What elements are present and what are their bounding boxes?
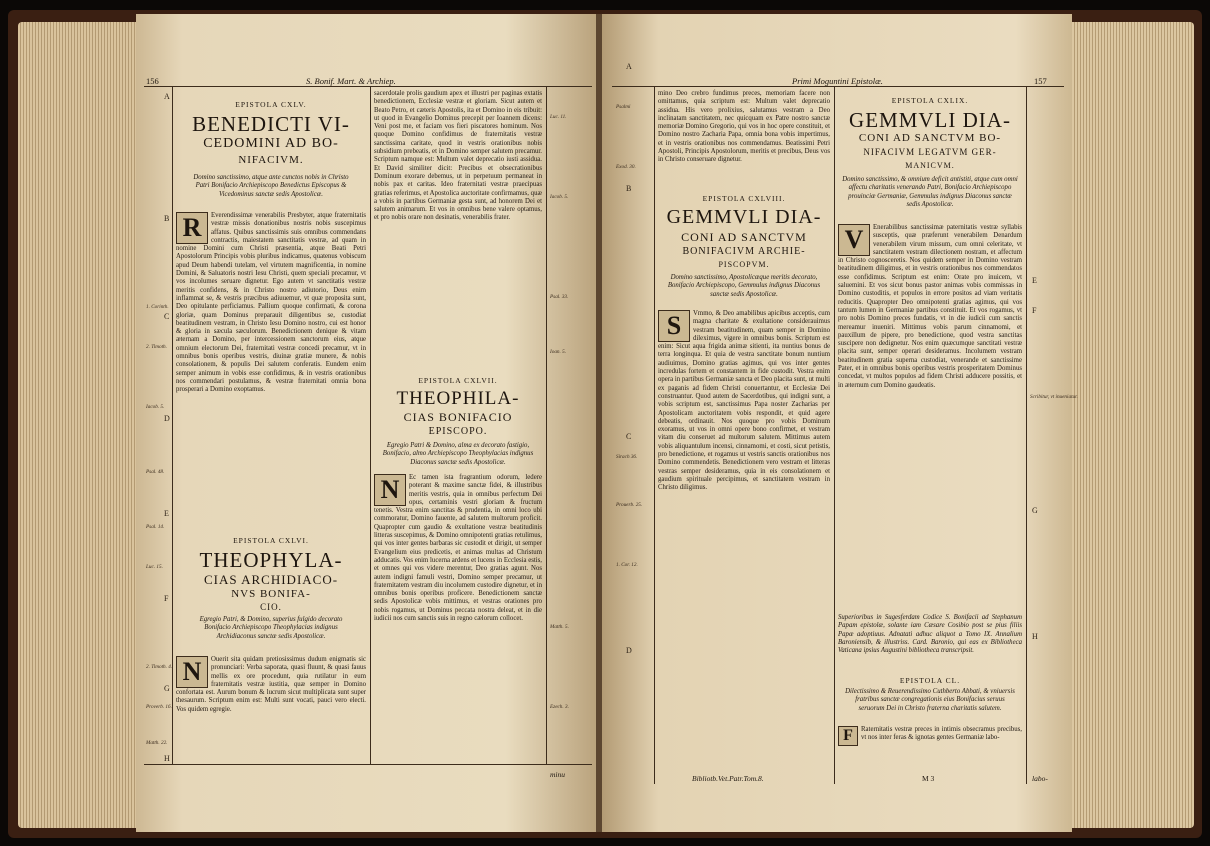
margin-letter-a: A — [626, 62, 632, 71]
margin-note: Ezech. 3. — [550, 704, 569, 710]
editorial-note: Superioribus in Sugesferdam Codice S. Bonifacii ad Stephanum Papam epistolæ, solante iam Cæsare Cosibio post se pius filiis Papæ adoptiuus. Adnatati adhuc aliquot a Tomo IX. Annalium Baroniensib, & illustriss. Card. Baronio, qui eas ex Bibliotheca Vaticana ipsius Augustini bibliotheca transcripsit. — [838, 614, 1022, 655]
epistle-heading: EPISTOLA CXLVI. — [233, 536, 309, 545]
drop-cap: N — [374, 474, 406, 506]
margin-letter-d: D — [626, 646, 632, 655]
signature-mark: M 3 — [922, 774, 935, 783]
epistle-title-line: BENEDICTI VI- — [192, 112, 350, 136]
epistle-title-line: EPISCOPO. — [428, 426, 488, 437]
right-page — [602, 14, 1078, 832]
column-rule — [370, 86, 371, 764]
margin-note: Psalmi — [616, 104, 631, 110]
margin-note: Psal. 33. — [550, 294, 569, 300]
margin-note: Iacob. 5. — [146, 404, 165, 410]
epistle-dedication: Domino sanctissimo, Apostolicæque meritis decorato, Bonifacio Archiepiscopo, Gemmulus indignus Diaconus sanctæ sedis Apostolicæ. — [667, 274, 821, 298]
margin-note: Iacob. 5. — [550, 194, 569, 200]
epistle-dedication: Dilectissimo & Reuerendissimo Cuthberto Abbati, & vniuersis fratribus sanctæ congregationis eius Bonifacius seruus seruorum Dei in Christo fraterna charitatis salutem. — [845, 688, 1015, 712]
header-rule — [612, 86, 1064, 87]
epistle-title-line: CIAS BONIFACIO — [403, 410, 513, 424]
margin-letter-g: G — [164, 684, 170, 693]
margin-letter-e: E — [1032, 276, 1037, 285]
margin-note: Sirach 36. — [616, 454, 638, 460]
epistle-body: V Enerabilibus sanctissimæ paternitatis vestræ syllabis susceptis, quæ præferunt venerabilem Denardum venerabilem virum missum, cum omni celeritate, vt sanctitatem vestram dilectionem nostram, et affectum in Christo cognosceretis. Nos quidem semper in Domino vestram beatitudinem diligimus, et in vestris orationibus nos commendatos esse confidimus. Scriptum est enim: Orate pro inuicem, vt saluemini. Et vos sicut bonus pastor animas vobis commissas in Domino custoditis, et populos in errore positos ad viam veritatis reducitis. Quapropter Deo omnipotenti gratias agimus, qui vos tantum lumen in Germaniæ partibus constituit. Et vos rogamus, vt pro nobis Domino preces fundatis, vt in die iudicii cum sanctis mereamur inueniri. Mittimus vobis parum cinnamomi, et pauxillum de pipere, pro benedictione, quod vestra sanctitas suscipere non dedignetur. Nos enim quæcumque sanctitati vestræ placita sunt, semper operari desideramus. Incolumem vestram beatitudinem gratia superna custodiat, venerande et sanctissime Pater, et in omnibus bonis operibus vestris prosperitatem Dominus concedat, vt multos populos ad fidem Christi adducere possitis, et in æternum cum Domino gaudeatis. — [838, 224, 1022, 389]
right-page-edges — [1072, 22, 1194, 828]
epistle-title-line: THEOPHYLA- — [199, 548, 343, 572]
left-page-edges — [18, 22, 136, 828]
epistle-body: F Raternitatis vestræ preces in intimis obsecramus precibus, vt nos inter feras & ignotas gentes Germaniæ labo- — [838, 726, 1022, 768]
margin-letter-c: C — [164, 312, 170, 321]
epistle-dedication: Egregio Patri & Domino, alma ex decorato fastigio, Bonifacio, almo Archiepiscopo Theophylacias indignus Diaconus sanctæ sedis Apostolicæ. — [382, 442, 534, 466]
margin-note: 2. Timoth. — [146, 344, 167, 350]
catchword: minu — [550, 770, 565, 779]
printer-signature-line: Bibliotb.Vet.Patr.Tom.8. — [692, 774, 764, 783]
epistle-body: mino Deo crebro fundimus preces, memoriam facere non omittamus, quia scriptum est: Multum valet deprecatio assidua. His vero prolixius, salutamus vestram a Deo inclinatam sanctitatem, nec quicquam ex Patre nostro sanctæ memoriæ Domino Gregorio, qui vos in hoc opere constituit, et Domino nostro Zacharia Papa, omnia bona vobis impertimus, et in vestris orationibus nos commendamus. Beatissimi Petri Apostoli, Principis Apostolorum, meritis et precibus, Deus vos in Christo conseruare dignetur. — [658, 90, 830, 164]
epistle-title-line: MANICVM. — [905, 161, 955, 170]
epistle-title-line: CEDOMINI AD BO- — [203, 136, 339, 151]
epistle-dedication: Domino sanctissimo, atque ante cunctos nobis in Christo Patri Bonifacio Archiepiscopo Benedictus Episcopus & Vicedominus sanctæ sedis Apostolicæ. — [193, 174, 349, 198]
margin-letter-b: B — [626, 184, 632, 193]
epistle-title-line: CONI AD SANCTVM — [681, 230, 807, 244]
margin-letter-b: B — [164, 214, 170, 223]
margin-note: 1. Cor. 12. — [616, 562, 638, 568]
epistle-heading: EPISTOLA CL. — [899, 676, 961, 685]
epistle-heading: EPISTOLA CXLVIII. — [702, 194, 786, 203]
header-rule — [144, 86, 592, 87]
margin-note: Luc. 15. — [146, 564, 163, 570]
drop-cap: R — [176, 212, 208, 244]
running-head: Primi Moguntini Epistolæ. — [792, 76, 883, 86]
epistle-body: R Everendissimæ venerabilis Presbyter, atque fraternitatis vestræ missis donationibus nostris nobis suscepimus affatus. Quibus sanctissimis suis omnibus commendans contractis, maiestatem sanctitatis vestræ, ad quam in nomine Domini cum Christi præsentia, atque Beati Petri Apostolorum Principis vobis pluribus indicamus, quatenus vobiscum apud Deum habendi tutelam, vel virtutem magnificentia, in nomine Domini, & Saluatoris nostri Iesu Christi, quem speciali precamur, vt vos incolumes seruare dignetur. Ego autem vt sanctitatis vestræ meritis confidens, & in Christo nostro adiutorio, Deus enim inflammat se, & vestris præcibus adiuuemur, vt quæ proposita sunt, Deo opitulante perficiamus. Pallium quoque confirmati, & corona gloriæ, quam Dominus preparauit diligentibus se, custodiat beatitudinem vestram, in Christo Iesu Domino nostro, cui est honor & gloria in sæcula sæculorum. Benedictionem denique & vitam æternam a Domino, per intercessionem sanctorum eius, atque omnium electorum Dei, fraternitati vestræ concedi precamur, vt in omnibus bonis operibus vestris, diuinæ gratiæ munere, & nobis consolationem, & populis Dei salutem conferatis. Eundem enim semper animum in vobis esse confidimus, & in vestris orationibus nos commendari postulamus, & vestræ fraternitati omnia bona prosperari a Domino exoptamus. — [176, 212, 366, 394]
margin-note: Proverb. 16. — [146, 704, 172, 710]
epistle-body: sacerdotale prolis gaudium apex et illustri per paginas extatis benedictionem, Ecclesiæ vestræ et gloriam. Sicut autem et Beato Petro, et cæteris Apostolis, ita et Domino in eis tribuit: ut quod in Evangelio Dominus precepit per Ioannem dicens: Veni post me, et faciam vos fieri piscatores hominum. Nos quoque Domino confidimus de fraternitatis vestræ sanctissima caritate, quod in vestris orationibus nobis subsidium prebeatis, et in Domino semper salutem precamur. Scriptum namque est: Multum valet deprecatio iusti assidua. Et David similiter dicit: Precibus et obsecrationibus Dominum exorare debemus, ut in perpetuum permaneat in nobis pax et caritas. Ideo fraternitati vestræ praecipuas gratias referimus, et Apostolica auctoritate confirmamus, quæ a vobis in partibus Germaniæ gesta sunt, ad honorem Dei et salutem animarum. Et vos in omnibus bene valere optamus, et pro nobis orare non desinatis, venerabilis frater. — [374, 90, 542, 222]
epistle-title-line: CONI AD SANCTVM BO- — [858, 132, 1002, 144]
margin-rule-left — [654, 86, 655, 784]
margin-letter-g: G — [1032, 506, 1038, 515]
margin-letter-a: A — [164, 92, 170, 101]
running-head: S. Bonif. Mart. & Archiep. — [306, 76, 396, 86]
epistle-title-line: THEOPHILA- — [396, 388, 520, 409]
epistle-title-line: GEMMVLI DIA- — [849, 108, 1011, 132]
margin-note: Matth. 5. — [550, 624, 569, 630]
epistle-title-line: NVS BONIFA- — [231, 588, 311, 600]
epistle-body: N Ec tamen ista fragrantium odorum, ledere poterant & maxime sanctæ fidei, & illustribus meritis vestris, quia in omnibus perfectum Dei opus, certaminis vestri gloriam & fructum tenetis. Vestra enim sanctitas & prudentia, in omni loco ubi commoratur, Domino fauente, ad salutem multorum proficit. Quapropter cum gaudio & exultatione vestræ beatitudinis litteras suscepimus, & Domino omnipotenti gratias retulimus, qui vos inter gentes barbaras sic custodit et dirigit, ut semper Evangelium eius predicetis, et animas multas ad Christum adducatis. Vos enim lucerna ardens et lucens in Ecclesia estis, et omnes qui vos videre merentur, Deo gratias agunt. Nos autem indigni famuli vestri, Domino semper precamur, ut fraternitatem vestram diu incolumem custodire dignetur, et in omnibus bonis operibus proficere. Benedictionem sanctæ sedis Apostolicæ vobis mittimus, et vestras orationes pro nobis rogamus, ut Dominus peccata nostra deleat, et in die iudicii nos cum sanctis suis in regno cælorum collocet. — [374, 474, 542, 623]
epistle-title-line: CIO. — [260, 602, 282, 612]
margin-rule-right — [546, 86, 547, 764]
epistle-heading: EPISTOLA CXLV. — [235, 100, 307, 109]
epistle-dedication: Domino sanctissimo, & omnium deficit antistiti, atque cum omni affectu charitatis venerando Patri, Bonifacio Archiepiscopo prouinciæ Germaniæ, Gemmulus indignus Diaconus sanctæ sedis Apostolicæ. — [842, 176, 1018, 209]
epistle-heading: EPISTOLA CXLVII. — [418, 376, 498, 385]
epistle-heading: EPISTOLA CXLIX. — [891, 96, 969, 105]
margin-letter-c: C — [626, 432, 632, 441]
epistle-body: S Vmmo, & Deo amabilibus apicibus acceptis, cum magna charitate & exultatione considerauimus vestram beatitudinem, quam semper in Domino dileximus, vigere in omnibus bonis. Scriptum est enim: Sicut aqua frigida animæ sitienti, ita nuntius bonus de terra longinqua. Et quia de vestra sanctitate bonum nuntium audiuimus, Domino gratias agimus, qui vos inter gentes incredulas fortem et constantem in fide custodit. Vestra enim opera in partibus Germaniæ sancta et Deo placita sunt, ut multi ex paganis ad fidem Christi conuertantur, et Ecclesiæ Dei construantur. Quod autem de Sacerdotibus, qui indigni sunt, a vobis scriptum est, sanctissimus Papa noster Zacharias per Apostolicam auctoritatem vobis respondit, et quid agere debeatis, ordinauit. Nos quoque pro vobis Dominum exoramus, ut vos in omni opere bono confirmet, et vestram vitam diu conseruet ad multorum salutem. Mittimus autem vobis aliquantulum incensi, cinnamomi, et costi, sicut petistis, pro benedictione, et rogamus ut vestris sanctis orationibus nos Domino commendetis. Benedictionem vero vestram et litteras vestras semper desideramus, quia in eis consolationem et gaudium spirituale percipimus, et sanctitatem vestram in Christo diligimus. — [658, 310, 830, 492]
left-page — [136, 14, 598, 832]
margin-letter-d: D — [164, 414, 170, 423]
margin-note: Luc. 11. — [550, 114, 567, 120]
margin-note: 1. Corinth. — [146, 304, 169, 310]
margin-note: Psal. 14. — [146, 524, 165, 530]
epistle-title-line: GEMMVLI DIA- — [666, 206, 822, 228]
epistle-title-line: CIAS ARCHIDIACO- — [203, 572, 339, 587]
margin-rule-right — [1026, 86, 1027, 784]
epistle-title-line: PISCOPVM. — [718, 260, 770, 269]
drop-cap: F — [838, 726, 858, 746]
epistle-title-line: NIFACIVM LEGATVM GER- — [863, 147, 997, 157]
epistle-dedication: Egregio Patri, & Domino, superius fulgido decorato Bonifacio Archiepiscopo Theophylacias indignus Archidiaconus sanctæ sedis Apostolicæ. — [199, 616, 343, 640]
drop-cap: S — [658, 310, 690, 342]
page-number: 156 — [146, 76, 159, 86]
footer-rule — [144, 764, 592, 765]
margin-note: 2. Timoth. 4. — [146, 664, 173, 670]
margin-note: Ioan. 5. — [550, 349, 566, 355]
margin-note: Scribitur, vt inueniatur. — [1030, 394, 1078, 400]
margin-note: Psal. 48. — [146, 469, 165, 475]
margin-letter-h: H — [164, 754, 170, 763]
catchword: labo- — [1032, 774, 1048, 783]
epistle-title-line: NIFACIVM. — [238, 154, 304, 166]
margin-letter-f: F — [1032, 306, 1037, 315]
margin-letter-h: H — [1032, 632, 1038, 641]
column-rule — [834, 86, 835, 784]
epistle-body: N Ouerit sita quidam pretiosissimus dudum enigmatis sic pronunciari: Verba saporata, quasi fluunt, & quasi fauus mellis ex ore procedunt, quia rutilatur in eum fraternitatis vestræ iustitia, quæ semper in Domino confortata est. Aurum bonum & lucrum sicut multiplicata sunt super thesaurum. Scriptum enim est: Multi sunt vocati, pauci vero electi. Vos quidem egregie. — [176, 656, 366, 713]
drop-cap: N — [176, 656, 208, 688]
margin-note: Matth. 22. — [146, 740, 168, 746]
margin-rule-left — [172, 86, 173, 764]
margin-note: Exod. 30. — [616, 164, 636, 170]
margin-note: Prouerb. 25. — [616, 502, 643, 508]
drop-cap: V — [838, 224, 870, 256]
margin-letter-f: F — [164, 594, 169, 603]
margin-letter-e: E — [164, 509, 169, 518]
page-number: 157 — [1034, 76, 1047, 86]
epistle-title-line: BONIFACIVM ARCHIE- — [682, 246, 806, 257]
